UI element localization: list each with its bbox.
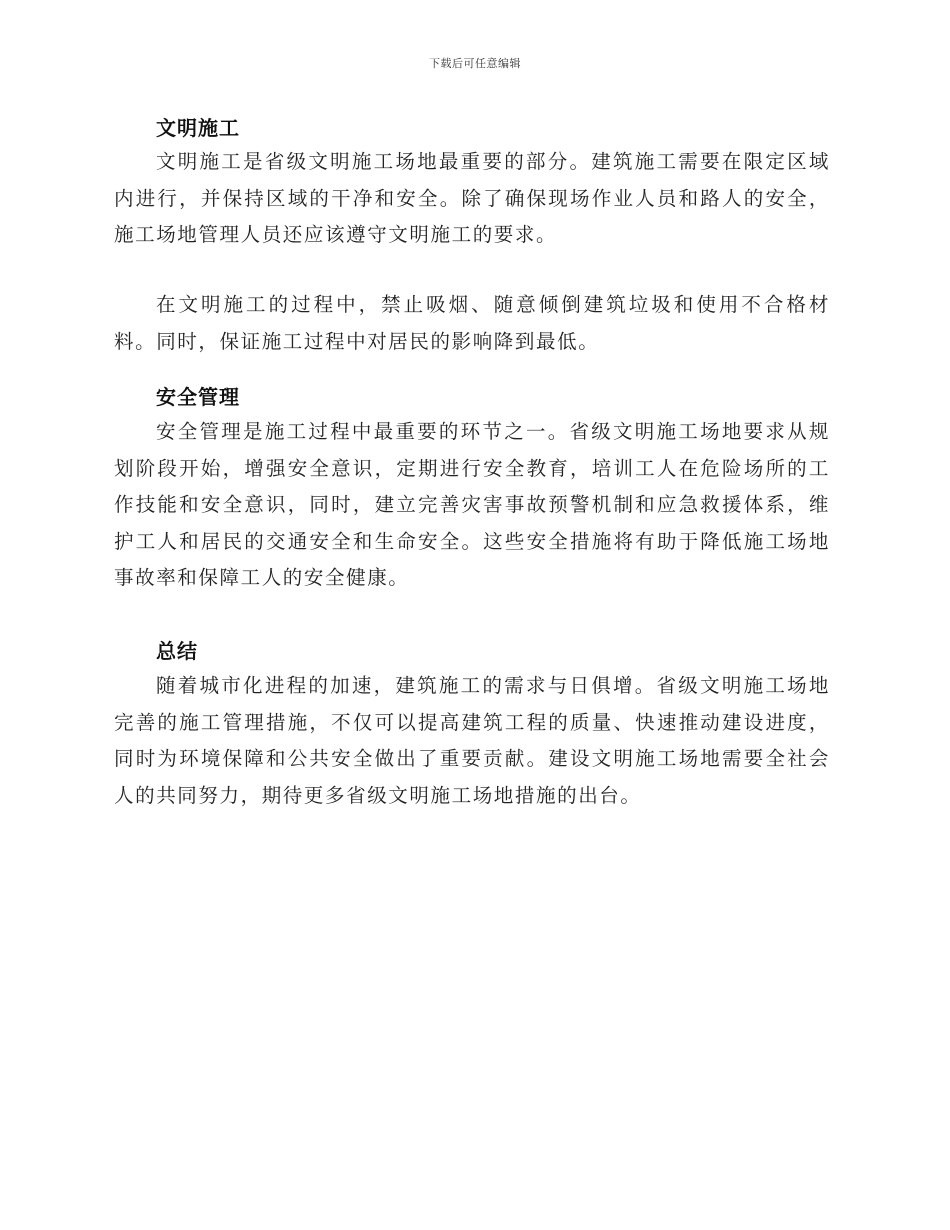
paragraph: 随着城市化进程的加速，建筑施工的需求与日俱增。省级文明施工场地完善的施工管理措施，不仅可以提高建筑工程的质量、快速推动建设进度，同时为环境保障和公共安全做出了重要贡献。建设文明施工场地需要全社会人的共同努力，期待更多省级文明施工场地措施的出台。: [114, 674, 830, 807]
paragraph: 文明施工是省级文明施工场地最重要的部分。建筑施工需要在限定区域内进行，并保持区域的干净和安全。除了确保现场作业人员和路人的安全，施工场地管理人员还应该遵守文明施工的要求。: [114, 150, 830, 246]
header-note: 下载后可任意编辑: [429, 57, 521, 70]
paragraph: 在文明施工的过程中，禁止吸烟、随意倾倒建筑垃圾和使用不合格材料。同时，保证施工过程中对居民的影响降到最低。: [114, 293, 830, 353]
section-heading-summary: 总结: [156, 639, 198, 663]
section-heading-safety-management: 安全管理: [156, 385, 240, 409]
paragraph: 安全管理是施工过程中最重要的环节之一。省级文明施工场地要求从规划阶段开始，增强安全意识，定期进行安全教育，培训工人在危险场所的工作技能和安全意识，同时，建立完善灾害事故预警机制和应急救援体系，维护工人和居民的交通安全和生命安全。这些安全措施将有助于降低施工场地事故率和保障工人的安全健康。: [114, 420, 830, 589]
section-heading-civilized-construction: 文明施工: [156, 116, 240, 140]
